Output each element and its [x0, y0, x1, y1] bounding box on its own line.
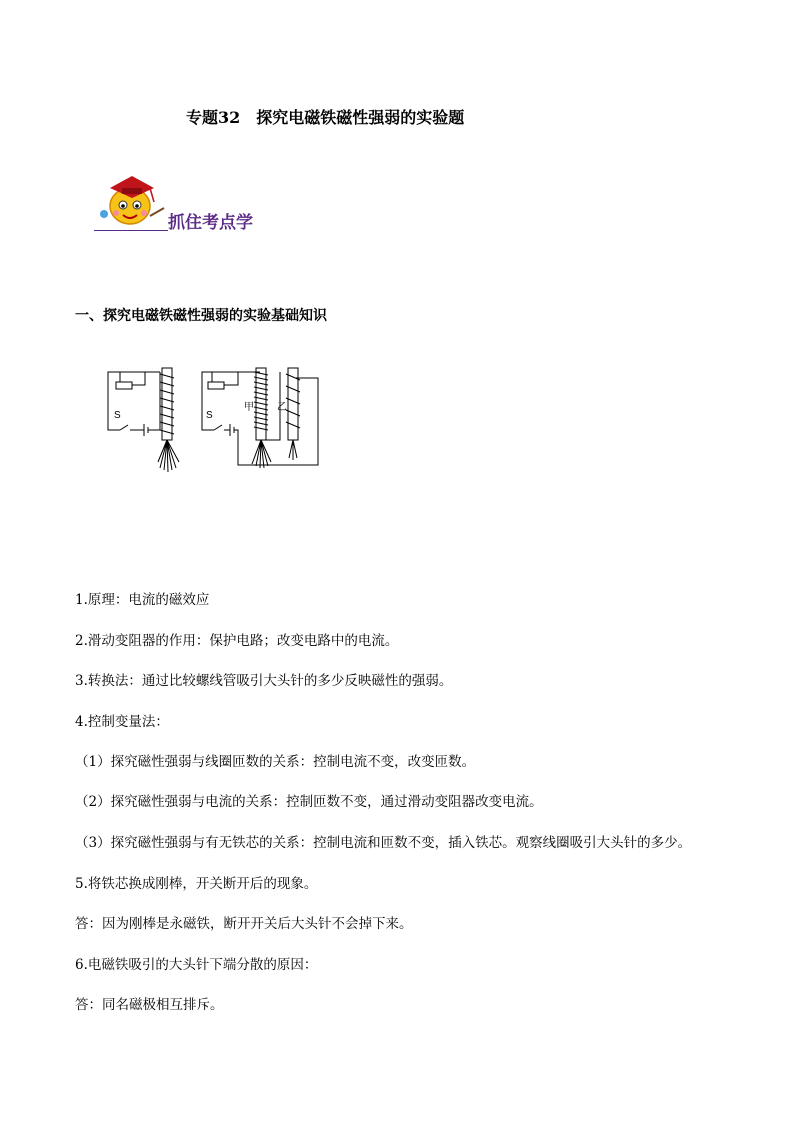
text-line: （1）探究磁性强弱与线圈匝数的关系：控制电流不变，改变匝数。: [75, 754, 476, 770]
switch-label-1: S: [114, 410, 121, 421]
page-title: 专题32 探究电磁铁磁性强弱的实验题: [186, 108, 465, 127]
text-line: 2.滑动变阻器的作用：保护电路；改变电路中的电流。: [75, 633, 399, 649]
switch-label-2: S: [206, 410, 213, 421]
badge-underline: [94, 230, 168, 231]
text-line: （2）探究磁性强弱与电流的关系：控制匝数不变，通过滑动变阻器改变电流。: [75, 794, 543, 810]
mascot-icon: [92, 168, 172, 230]
text-line: 答：同名磁极相互排斥。: [75, 997, 224, 1013]
text-line: 1.原理：电流的磁效应: [75, 592, 210, 608]
electromagnet-circuit-figure: [100, 360, 332, 480]
text-line: （3）探究磁性强弱与有无铁芯的关系：控制电流和匝数不变，插入铁芯。观察线圈吸引大头针的多少。: [75, 835, 692, 851]
magnet-label-jia: 甲: [244, 402, 254, 413]
badge-label: 抓住考点学: [168, 213, 253, 233]
text-line: 5.将铁芯换成刚棒，开关断开后的现象。: [75, 876, 318, 892]
text-line: 答：因为刚棒是永磁铁，断开开关后大头针不会掉下来。: [75, 916, 413, 932]
text-line: 6.电磁铁吸引的大头针下端分散的原因：: [75, 957, 318, 973]
text-line: 3.转换法：通过比较螺线管吸引大头针的多少反映磁性的强弱。: [75, 673, 453, 689]
text-line: 4.控制变量法：: [75, 714, 169, 730]
section-heading: 一、探究电磁铁磁性强弱的实验基础知识: [75, 308, 327, 324]
magnet-label-yi: 乙: [277, 402, 287, 413]
